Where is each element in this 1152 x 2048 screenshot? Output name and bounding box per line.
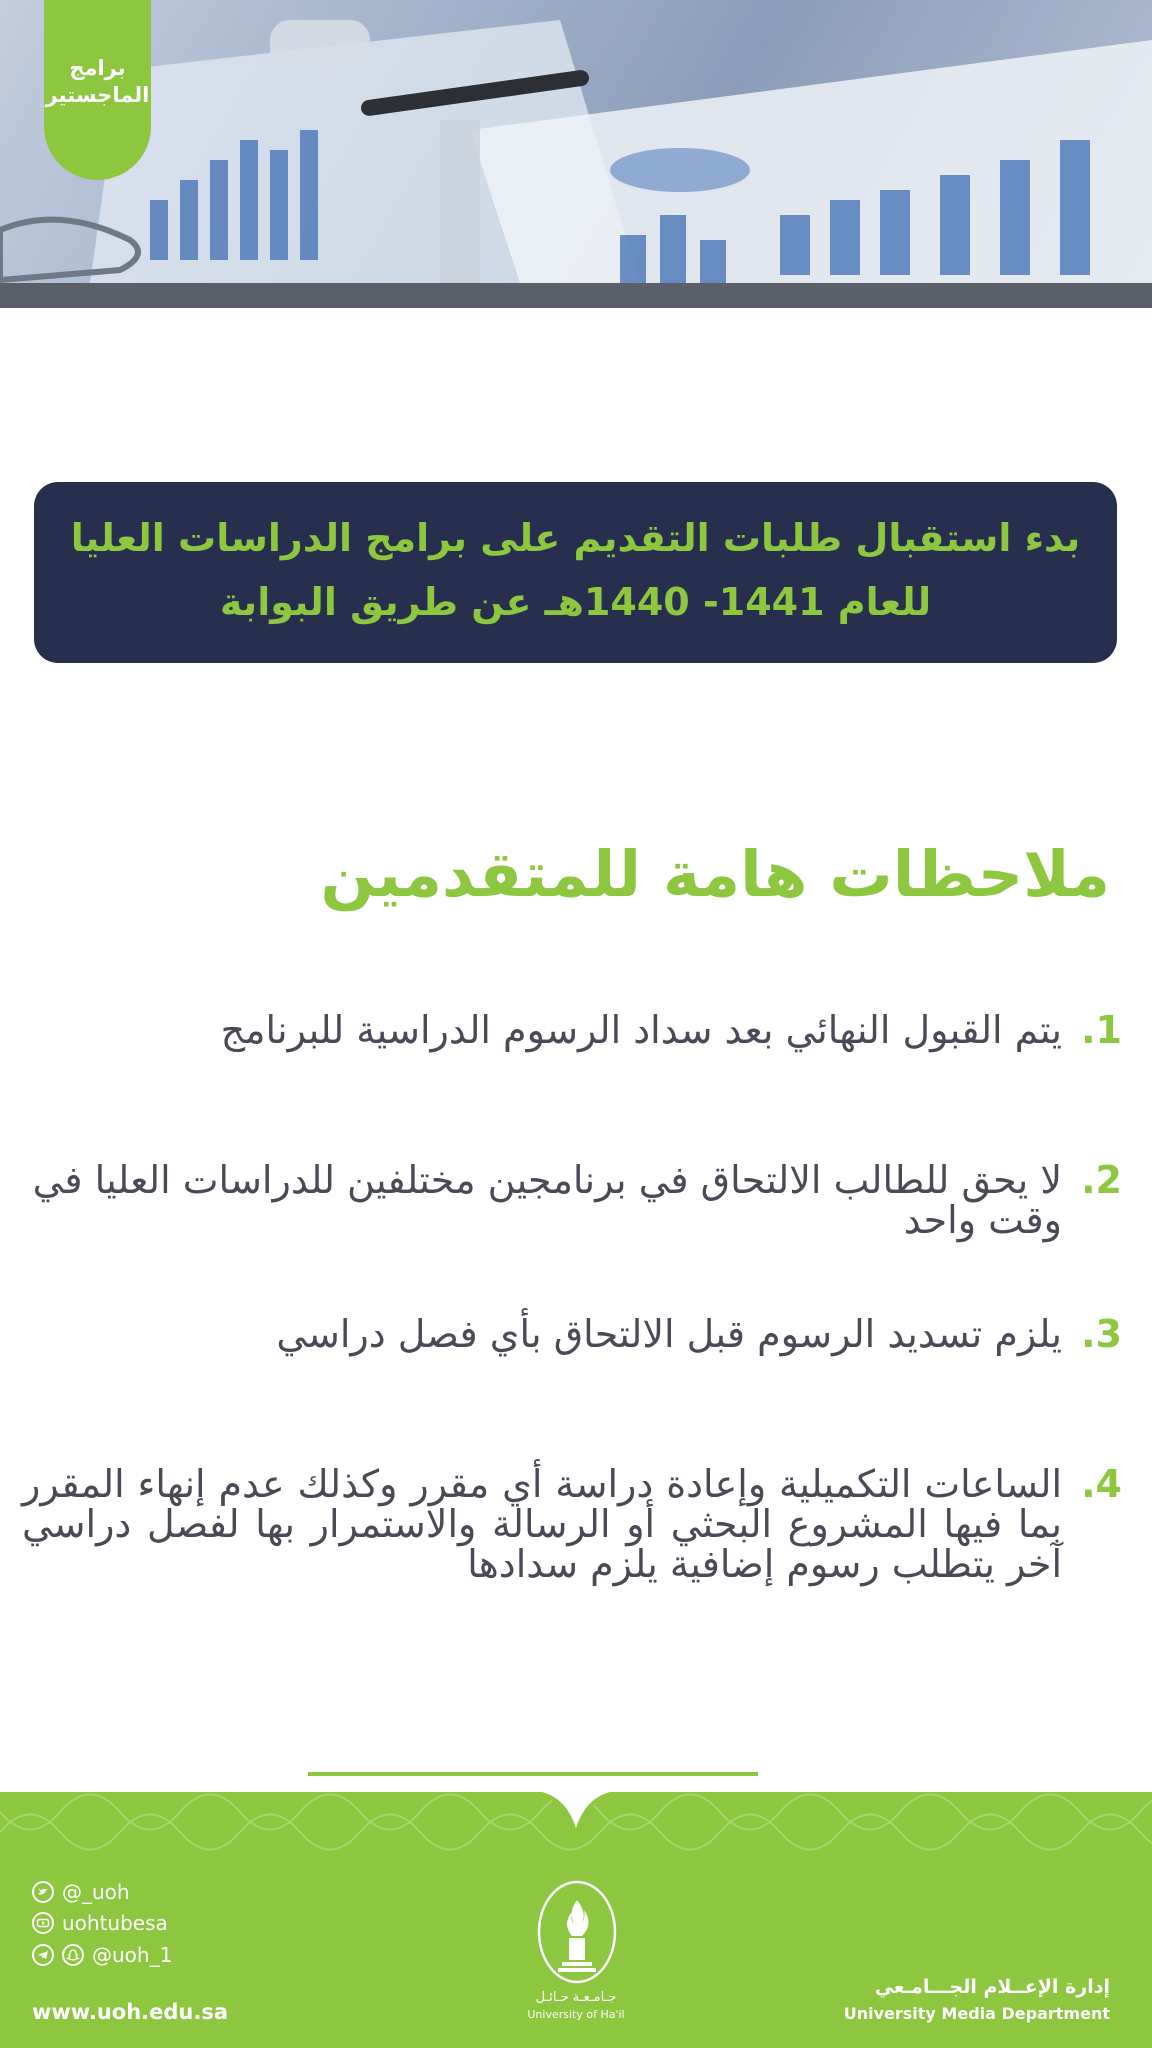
department-name-english: University Media Department [843,2004,1110,2023]
twitter-handle-text: @_uoh [62,1880,130,1904]
note-number-3: 3. [1081,1312,1122,1356]
note-text-4: الساعات التكميلية وإعادة دراسة أي مقرر وكذلك عدم إنهاء المقرر بما فيها المشروع البحثي أو الرسالة والاستمرار بها لفصل دراسي آخر يتطلب رسوم إضافية يلزم سدادها [22,1462,1062,1586]
badge-line-1: برامج [69,56,126,80]
footer-book-notch [526,1792,626,1838]
announcement-banner [34,482,1117,663]
youtube-channel[interactable] [32,1911,168,1935]
note-item-2 [2,1160,1122,1240]
telegram-snapchat-handle-text: @uoh_1 [92,1943,173,1967]
note-number-4: 4. [1081,1462,1122,1506]
header-divider-bar [0,283,1152,308]
university-name-arabic: جـامـعـة حـائـل [535,1990,617,2005]
youtube-icon [32,1912,54,1934]
note-text-1: يتم القبول النهائي بعد سداد الرسوم الدراسية للبرنامج [220,1008,1062,1052]
youtube-channel-text: uohtubesa [62,1911,168,1935]
banner-line-1: بدء استقبال طلبات التقديم على برامج الدراسات العليا [70,516,1081,560]
notes-title: ملاحظات هامة للمتقدمين [320,838,1110,911]
university-name-english: University of Ha'il [527,2008,625,2021]
note-text-2: لا يحق للطالب الالتحاق في برنامجين مختلفين للدراسات العليا في وقت واحد [32,1158,1062,1242]
telegram-snapchat-handle[interactable] [32,1943,172,1967]
website-link[interactable]: www.uoh.edu.sa [32,2000,229,2024]
twitter-handle[interactable] [32,1880,130,1904]
footer-accent-line [308,1772,758,1776]
header-photo [0,0,1152,283]
note-number-2: 2. [1081,1158,1122,1202]
note-item-4 [2,1464,1122,1584]
note-text-3: يلزم تسديد الرسوم قبل الالتحاق بأي فصل دراسي [276,1312,1062,1356]
university-logo [536,1880,618,1990]
telegram-icon [32,1944,54,1966]
charts-photo-illustration [0,0,1152,283]
department-name-arabic: إدارة الإعــلام الجـــامـعي [874,1976,1110,1998]
masters-programs-badge [44,0,151,180]
note-item-1 [2,1010,1122,1050]
banner-line-2: للعام 1441- 1440هـ عن طريق البوابة [219,580,932,624]
snapchat-icon [62,1944,84,1966]
twitter-icon [32,1881,54,1903]
badge-line-2: الماجستير [45,83,150,107]
note-number-1: 1. [1081,1008,1122,1052]
note-item-3 [2,1314,1122,1354]
